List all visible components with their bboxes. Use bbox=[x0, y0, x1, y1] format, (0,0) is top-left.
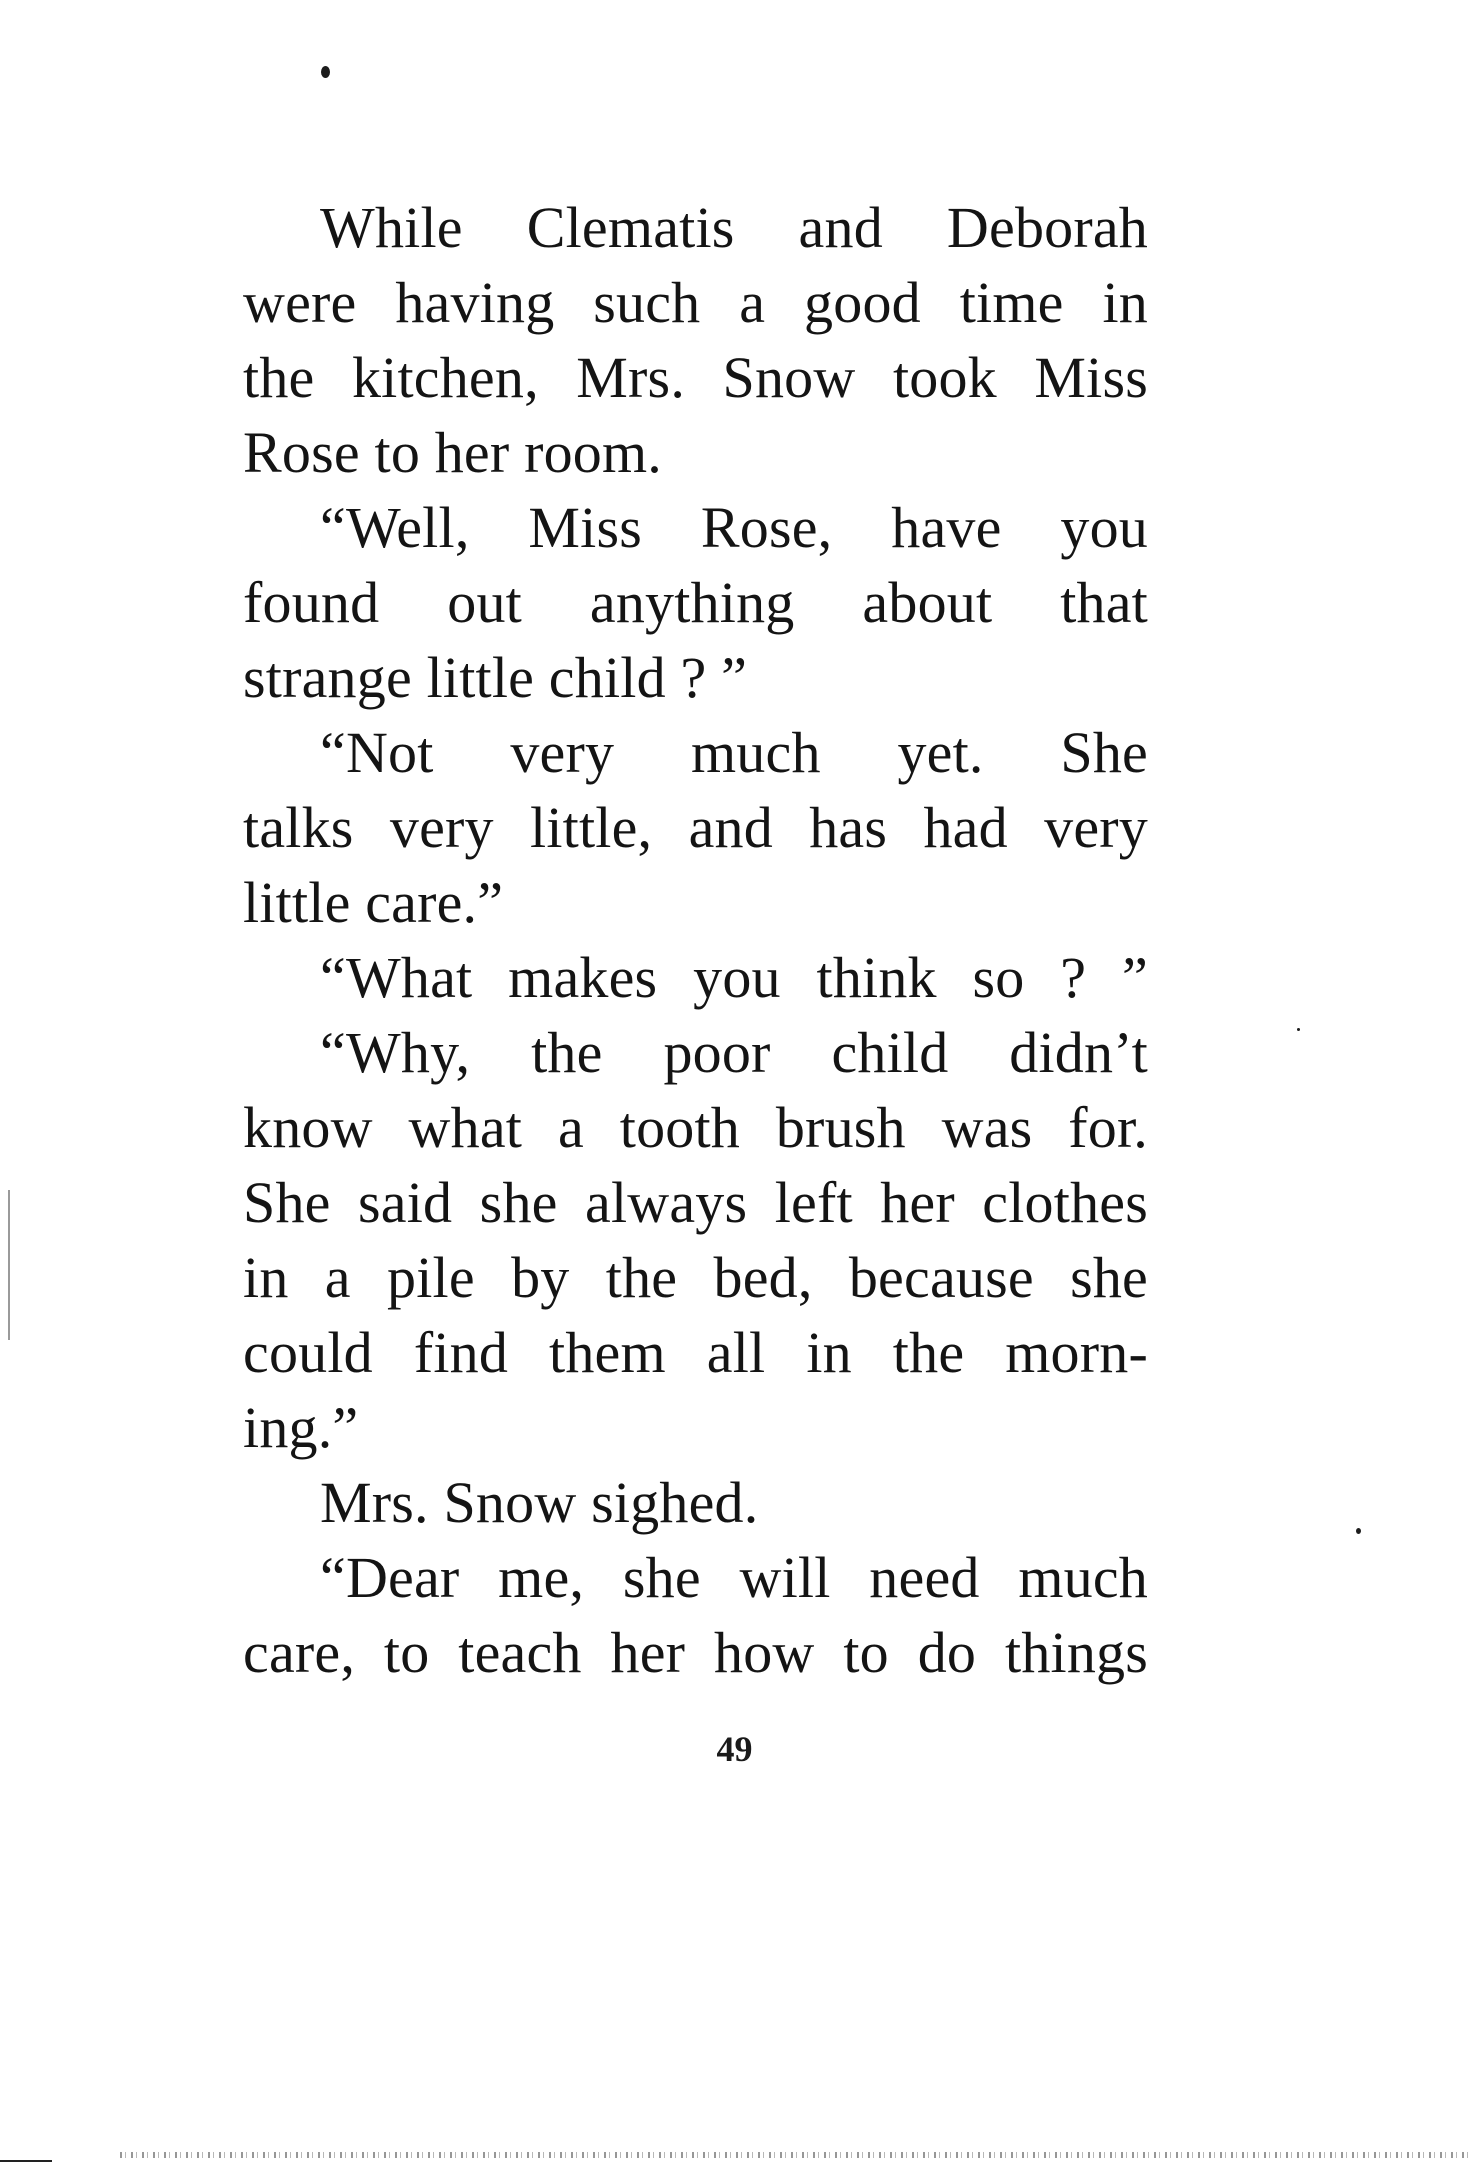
text-line: could find them all in the morn- bbox=[243, 1320, 1148, 1385]
text-line: Mrs. Snow sighed. bbox=[320, 1470, 759, 1535]
margin-scan-line bbox=[8, 1190, 10, 1340]
text-line: While Clematis and Deborah bbox=[320, 195, 1148, 260]
text-line: ing.” bbox=[243, 1395, 359, 1460]
ink-speck bbox=[321, 66, 330, 78]
text-line: “What makes you think so ? ” bbox=[320, 945, 1148, 1010]
text-line: know what a tooth brush was for. bbox=[243, 1095, 1148, 1160]
page-number: 49 bbox=[716, 1729, 753, 1769]
text-line: Rose to her room. bbox=[243, 420, 663, 485]
ink-speck bbox=[1297, 1028, 1300, 1031]
scan-edge-strip bbox=[120, 2152, 1469, 2158]
text-line: were having such a good time in bbox=[243, 270, 1148, 335]
text-line: talks very little, and has had very bbox=[243, 795, 1148, 860]
text-line: “Well, Miss Rose, have you bbox=[320, 495, 1148, 560]
ink-speck bbox=[1356, 1528, 1361, 1534]
text-line: strange little child ? ” bbox=[243, 645, 748, 710]
scan-edge-mark bbox=[0, 2160, 52, 2162]
text-line: “Dear me, she will need much bbox=[320, 1545, 1148, 1610]
text-line: “Not very much yet. She bbox=[320, 720, 1148, 785]
text-line: “Why, the poor child didn’t bbox=[320, 1020, 1148, 1085]
text-line: in a pile by the bed, because she bbox=[243, 1245, 1148, 1310]
body-text bbox=[243, 190, 1148, 1690]
text-line: the kitchen, Mrs. Snow took Miss bbox=[243, 345, 1148, 410]
text-line: found out anything about that bbox=[243, 570, 1148, 635]
text-line: little care.” bbox=[243, 870, 504, 935]
text-line: care, to teach her how to do things bbox=[243, 1620, 1148, 1685]
text-line: She said she always left her clothes bbox=[243, 1170, 1148, 1235]
